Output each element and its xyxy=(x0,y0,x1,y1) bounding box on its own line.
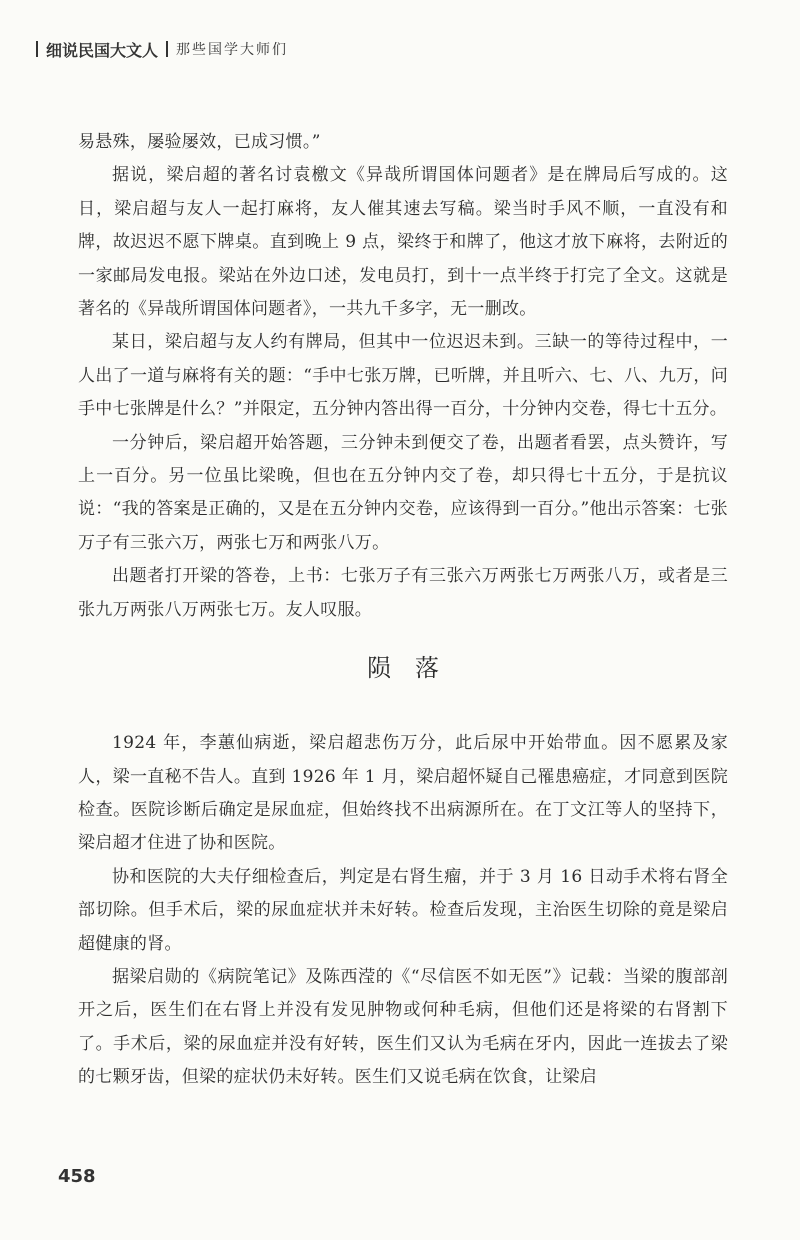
running-header xyxy=(36,34,288,64)
paragraph: 据说，梁启超的著名讨袁檄文《异哉所谓国体问题者》是在牌局后写成的。这日，梁启超与友人一起打麻将，友人催其速去写稿。梁当时手风不顺，一直没有和牌，故迟迟不愿下牌桌。直到晚上 9 点，梁终于和牌了，他这才放下麻将，去附近的一家邮局发电报。梁站在外边口述，发电员打，到十一点半终于打完了全文。这就是著名的《异哉所谓国体问题者》，一共九千多字，无一删改。 xyxy=(78,165,728,320)
series-title: 那些国学大师们 xyxy=(176,42,289,58)
paragraph: 某日，梁启超与友人约有牌局，但其中一位迟迟未到。三缺一的等待过程中，一人出了一道与麻将有关的题：“手中七张万牌，已听牌，并且听六、七、八、九万，问手中七张牌是什么？”并限定，五分钟内答出得一百分，十分钟内交卷，得七十五分。 xyxy=(78,332,728,420)
paragraph: 1924 年，李蕙仙病逝，梁启超悲伤万分，此后尿中开始带血。因不愿累及家人，梁一直秘不告人。直到 1926 年 1 月，梁启超怀疑自己罹患癌症，才同意到医院检查。医院诊断后确定是尿血症，但始终找不出病源所在。在丁文江等人的坚持下，梁启超才住进了协和医院。 xyxy=(78,733,728,854)
section-title: 陨落 xyxy=(367,654,463,683)
book-title: 细说民国大文人 xyxy=(46,40,159,60)
paragraph: 易悬殊，屡验屡效，已成习惯。” xyxy=(78,132,321,152)
header-divider xyxy=(36,41,38,57)
header-divider xyxy=(166,41,168,57)
page-number: 458 xyxy=(58,1166,96,1187)
page-body xyxy=(78,126,728,1095)
paragraph: 一分钟后，梁启超开始答题，三分钟未到便交了卷，出题者看罢，点头赞许，写上一百分。另一位虽比梁晚，但也在五分钟内交了卷，却只得七十五分，于是抗议说：“我的答案是正确的，又是在五分钟内交卷，应该得到一百分。”他出示答案：七张万子有三张六万，两张七万和两张八万。 xyxy=(78,432,728,553)
paragraph: 据梁启勋的《病院笔记》及陈西滢的《“尽信医不如无医”》记载：当梁的腹部剖开之后，医生们在右肾上并没有发见肿物或何种毛病，但他们还是将梁的右肾割下了。手术后，梁的尿血症并没有好转，医生们又认为毛病在牙内，因此一连拔去了梁的七颗牙齿，但梁的症状仍未好转。医生们又说毛病在饮食，让梁启 xyxy=(78,966,728,1088)
paragraph: 出题者打开梁的答卷，上书：七张万子有三张六万两张七万两张八万，或者是三张九万两张八万两张七万。友人叹服。 xyxy=(78,566,728,620)
paragraph: 协和医院的大夫仔细检查后，判定是右肾生瘤，并于 3 月 16 日动手术将右肾全部切除。但手术后，梁的尿血症状并未好转。检查后发现，主治医生切除的竟是梁启超健康的肾。 xyxy=(78,866,728,954)
